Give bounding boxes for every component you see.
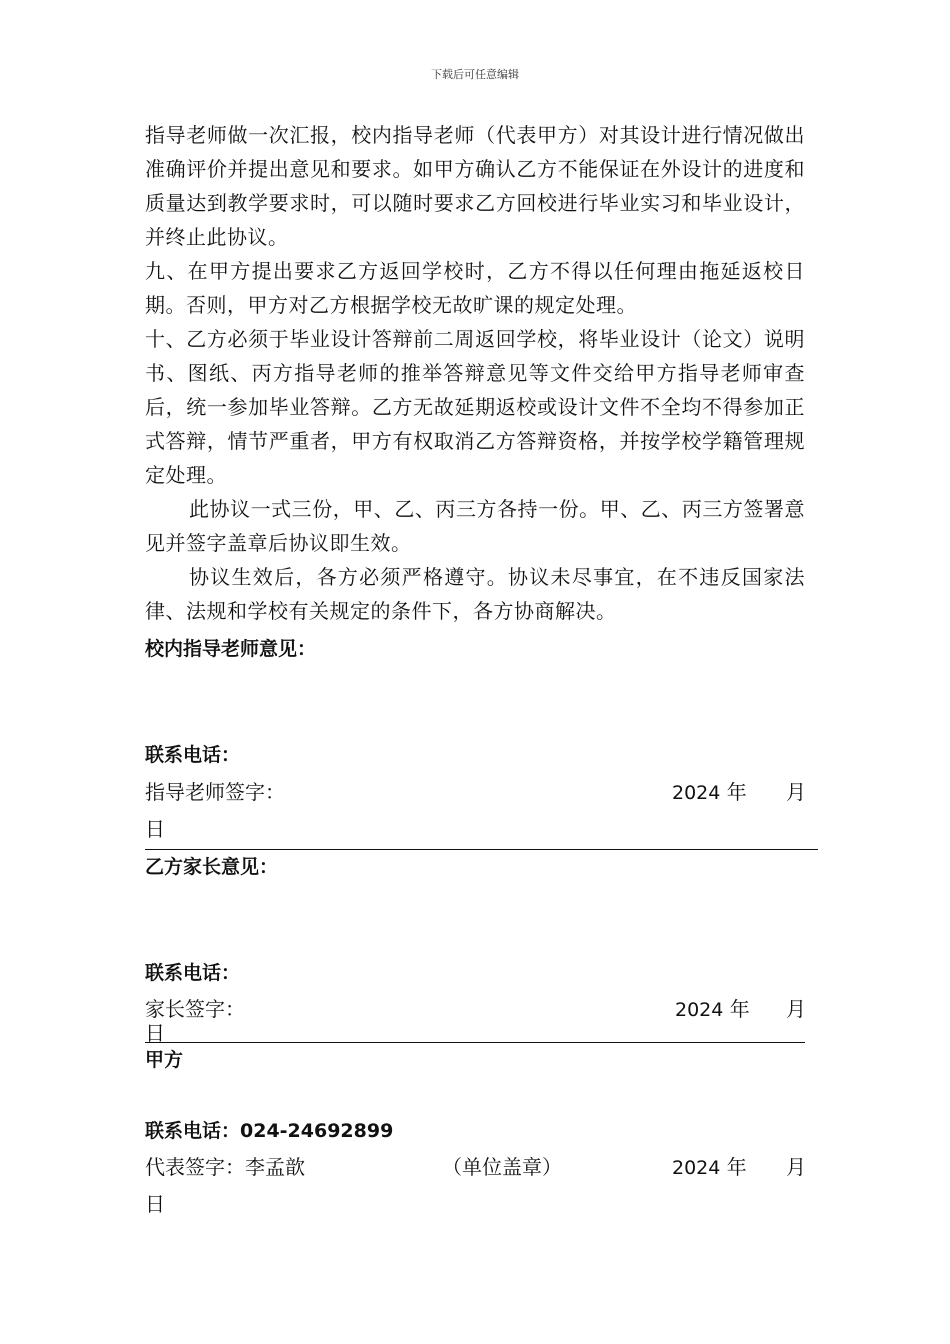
clause-ten: 十、乙方必须于毕业设计答辩前二周返回学校，将毕业设计（论文）说明书、图纸、丙方指导老师的推举答辩意见等文件交给甲方指导老师审查后，统一参加毕业答辩。乙方无故延期返校或设计文件不全均不得参加正式答辩，情节严重者，甲方有权取消乙方答辩资格，并按学校学籍管理规定处理。 <box>145 327 805 487</box>
teacher-section-divider <box>145 849 818 850</box>
page-header-note: 下载后可任意编辑 <box>431 68 519 81</box>
parent-phone-label: 联系电话： <box>145 962 241 984</box>
party-a-representative-signature: 代表签字：李孟歆 <box>145 1155 305 1179</box>
parent-month-unit: 月 <box>786 997 806 1021</box>
teacher-year-value: 2024 <box>672 782 721 804</box>
party-a-month-unit: 月 <box>786 1155 806 1179</box>
paragraph-continuation: 指导老师做一次汇报，校内指导老师（代表甲方）对其设计进行情况做出准确评价并提出意见和要求。如甲方确认乙方不能保证在外设计的进度和质量达到教学要求时，可以随时要求乙方回校进行毕业实习和毕业设计，并终止此协议。 <box>145 123 805 249</box>
party-a-phone: 联系电话：024-24692899 <box>145 1120 394 1142</box>
parent-year-unit: 年 <box>729 997 750 1021</box>
copies-clause: 此协议一式三份，甲、乙、丙三方各持一份。甲、乙、丙三方签署意见并签字盖章后协议即生效。 <box>145 497 805 555</box>
teacher-day-unit: 日 <box>145 817 165 841</box>
party-a-seal-label: （单位盖章） <box>442 1155 562 1179</box>
party-a-year-value: 2024 <box>672 1157 721 1179</box>
parent-signature-label: 家长签字： <box>145 997 245 1021</box>
teacher-signature-label: 指导老师签字： <box>145 780 285 804</box>
teacher-month-unit: 月 <box>786 780 806 804</box>
parent-opinion-heading: 乙方家长意见： <box>145 856 279 878</box>
parent-day-unit: 日 <box>145 1021 165 1045</box>
effect-clause: 协议生效后，各方必须严格遵守。协议未尽事宜，在不违反国家法律、法规和学校有关规定的条件下，各方协商解决。 <box>145 565 805 623</box>
teacher-phone-label: 联系电话： <box>145 744 241 766</box>
parent-section-divider <box>145 1042 805 1043</box>
party-a-day-unit: 日 <box>145 1192 165 1216</box>
teacher-opinion-heading: 校内指导老师意见： <box>145 638 317 660</box>
teacher-date-year <box>672 776 747 805</box>
party-a-heading: 甲方 <box>145 1049 184 1071</box>
clause-nine: 九、在甲方提出要求乙方返回学校时，乙方不得以任何理由拖延返校日期。否则，甲方对乙方根据学校无故旷课的规定处理。 <box>145 259 805 317</box>
agreement-body <box>145 118 805 628</box>
party-a-year-unit: 年 <box>726 1155 747 1179</box>
teacher-year-unit: 年 <box>726 780 747 804</box>
parent-date-year <box>675 993 750 1022</box>
parent-year-value: 2024 <box>675 999 724 1021</box>
party-a-date-year <box>672 1151 747 1180</box>
